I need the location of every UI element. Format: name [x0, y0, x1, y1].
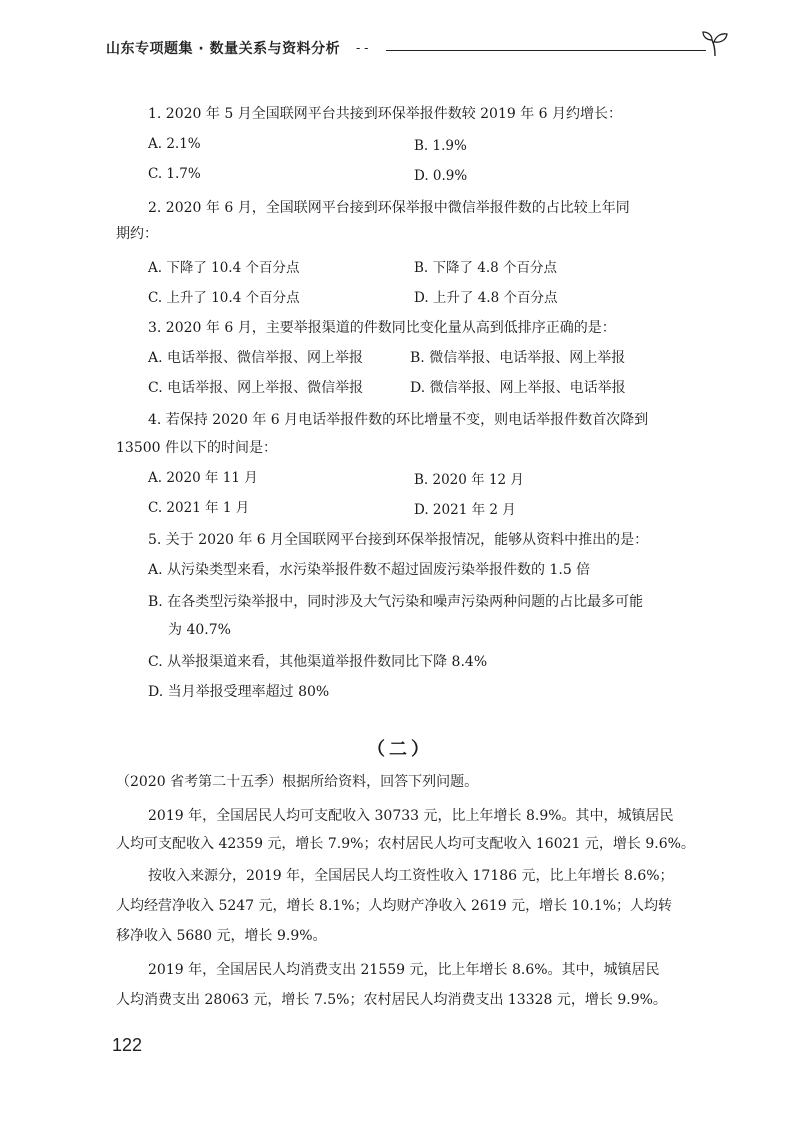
q4-option-c: C. 2021 年 1 月 — [148, 500, 250, 516]
para2-line3: 移净收入 5680 元，增长 9.9%。 — [116, 928, 327, 944]
q2-option-c: C. 上升了 10.4 个百分点 — [148, 290, 300, 306]
q2-option-a: A. 下降了 10.4 个百分点 — [148, 260, 300, 276]
q3-option-d: D. 微信举报、网上举报、电话举报 — [410, 380, 626, 396]
q4-stem-line2: 13500 件以下的时间是： — [116, 440, 277, 456]
para2-line2: 人均经营净收入 5247 元，增长 8.1%；人均财产净收入 2619 元，增长 10.1%；人均转 — [116, 898, 672, 914]
q5-option-d: D. 当月举报受理率超过 80% — [148, 684, 330, 700]
q3-option-c: C. 电话举报、网上举报、微信举报 — [148, 380, 364, 396]
header-dashes: - - — [356, 41, 369, 55]
q5-option-b-line2: 为 40.7% — [168, 622, 231, 638]
para1-line2: 人均可支配收入 42359 元，增长 7.9%；农村居民人均可支配收入 16021 元，增长 9.6%。 — [116, 836, 695, 852]
para2-line1: 按收入来源分，2019 年，全国居民人均工资性收入 17186 元，比上年增长 8.6%； — [148, 868, 674, 884]
q2-stem-line2: 期约： — [116, 226, 158, 242]
para3-line1: 2019 年，全国居民人均消费支出 21559 元，比上年增长 8.6%。其中，城镇居民 — [148, 962, 660, 978]
q2-option-b: B. 下降了 4.8 个百分点 — [414, 260, 558, 276]
q4-option-a: A. 2020 年 11 月 — [148, 470, 258, 486]
q1-option-b: B. 1.9% — [414, 138, 467, 154]
header-title: 山东专项题集 · 数量关系与资料分析 — [106, 41, 341, 57]
q1-option-a: A. 2.1% — [148, 136, 201, 152]
q3-stem: 3. 2020 年 6 月，主要举报渠道的件数同比变化量从高到低排序正确的是： — [148, 320, 616, 336]
header-rule — [386, 50, 706, 51]
q1-option-c: C. 1.7% — [148, 166, 201, 182]
q1-option-d: D. 0.9% — [414, 168, 468, 184]
q4-stem-line1: 4. 若保持 2020 年 6 月电话举报件数的环比增量不变，则电话举报件数首次降到 — [148, 412, 649, 428]
q2-option-d: D. 上升了 4.8 个百分点 — [414, 290, 558, 306]
section-title: （二） — [367, 739, 433, 760]
q1-stem: 1. 2020 年 5 月全国联网平台共接到环保举报件数较 2019 年 6 月约增长： — [148, 106, 623, 122]
q2-stem-line1: 2. 2020 年 6 月，全国联网平台接到环保举报中微信举报件数的占比较上年同 — [148, 200, 630, 216]
q4-option-b: B. 2020 年 12 月 — [414, 472, 524, 488]
q5-option-b-line1: B. 在各类型污染举报中，同时涉及大气污染和噪声污染两种问题的占比最多可能 — [148, 594, 644, 610]
q5-option-a: A. 从污染类型来看，水污染举报件数不超过固废污染举报件数的 1.5 倍 — [148, 562, 591, 578]
para1-line1: 2019 年，全国居民人均可支配收入 30733 元，比上年增长 8.9%。其中，城镇居民 — [148, 808, 674, 824]
q5-option-c: C. 从举报渠道来看，其他渠道举报件数同比下降 8.4% — [148, 654, 488, 670]
q5-stem: 5. 关于 2020 年 6 月全国联网平台接到环保举报情况，能够从资料中推出的是： — [148, 532, 649, 548]
q4-option-d: D. 2021 年 2 月 — [414, 502, 516, 518]
q3-option-b: B. 微信举报、电话举报、网上举报 — [410, 350, 626, 366]
section-intro: （2020 省考第二十五季）根据所给资料，回答下列问题。 — [116, 774, 479, 790]
page-number: 122 — [112, 1035, 143, 1055]
q3-option-a: A. 电话举报、微信举报、网上举报 — [148, 350, 364, 366]
running-header — [106, 38, 726, 64]
para3-line2: 人均消费支出 28063 元，增长 7.5%；农村居民人均消费支出 13328 元，增长 9.9%。 — [116, 992, 667, 1008]
sprout-icon — [700, 30, 730, 58]
